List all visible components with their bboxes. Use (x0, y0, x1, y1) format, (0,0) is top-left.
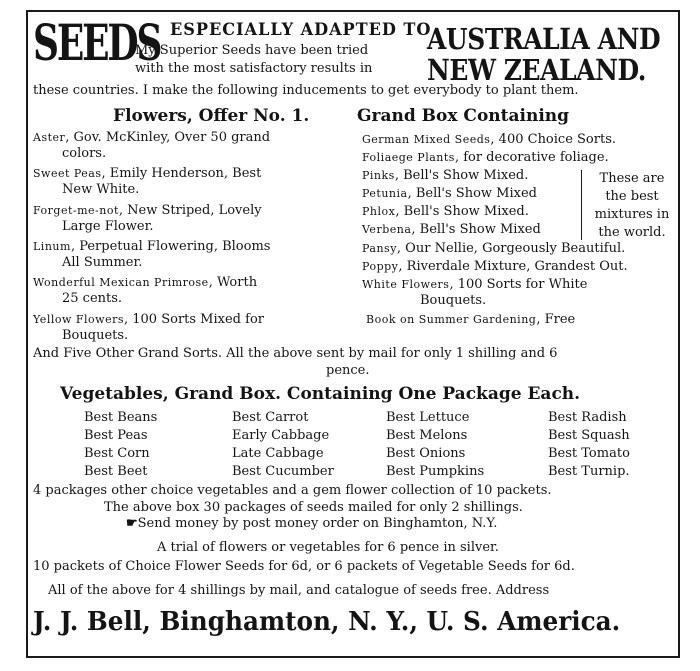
flower-item-cont: All Summer. (62, 255, 143, 270)
grand-item (362, 278, 587, 291)
grand-item (362, 133, 616, 146)
flower-name: Linum (33, 240, 71, 253)
veg-item: Best Peas (84, 428, 148, 443)
pointing-hand-icon: ☛ (126, 516, 138, 531)
grand-name: Foliaege Plants (362, 151, 455, 164)
flower-item-cont: 25 cents. (62, 291, 123, 306)
trial-line: A trial of flowers or vegetables for 6 pence in silver. (157, 540, 499, 555)
side-note-line: the best (605, 189, 659, 204)
grand-desc: , 400 Choice Sorts. (490, 132, 617, 147)
flower-item (33, 240, 270, 253)
flower-name: Yellow Flowers (33, 313, 124, 326)
side-note-line: mixtures in (594, 207, 670, 222)
flower-item-cont: Large Flower. (62, 219, 154, 234)
mail-offer-line-2: pence. (326, 363, 370, 378)
region-new-zealand: NEW ZEALAND. (427, 53, 647, 87)
veg-item: Early Cabbage (232, 428, 330, 443)
all-above-line: All of the above for 4 shillings by mail, and catalogue of seeds free. Address (48, 583, 550, 598)
flower-name: Aster (33, 131, 66, 144)
grand-desc: , for decorative foliage. (454, 150, 609, 165)
flower-name: Sweet Peas (33, 167, 102, 180)
grand-desc: , Bell's Show Mixed. (395, 204, 529, 219)
intro-line: these countries. I make the following inducements to get everybody to plant them. (33, 83, 579, 98)
side-note-line: the world. (598, 225, 666, 240)
region-australia: AUSTRALIA AND (427, 22, 661, 56)
side-note-divider (581, 170, 582, 240)
grand-name: Pinks (362, 169, 395, 182)
grand-desc: , Bell's Show Mixed (411, 222, 541, 237)
grand-name: White Flowers (362, 278, 450, 291)
grand-desc: , Free (536, 312, 576, 327)
grand-name: Pansy (362, 242, 397, 255)
grand-name: German Mixed Seeds (362, 133, 491, 146)
flower-item (33, 313, 264, 326)
flower-item (33, 276, 257, 289)
send-money-line (126, 517, 497, 530)
side-note-line: These are (599, 171, 665, 186)
box-line: The above box 30 packages of seeds mailed for only 2 shillings. (104, 500, 523, 515)
grand-desc: , Our Nellie, Gorgeously Beautiful. (396, 241, 626, 256)
flower-item (33, 131, 270, 144)
veg-item: Best Turnip. (548, 464, 630, 479)
grand-desc: , 100 Sorts for White (449, 277, 588, 292)
grand-name: Phlox (362, 205, 396, 218)
flower-desc: , Gov. McKinley, Over 50 grand (65, 130, 271, 145)
flower-desc: , New Striped, Lovely (118, 203, 262, 218)
seeds-title: SEEDS (33, 13, 161, 72)
vegetables-heading: Vegetables, Grand Box. Containing One Package Each. (60, 384, 581, 404)
veg-item: Best Beet (84, 464, 148, 479)
mail-offer-line: And Five Other Grand Sorts. All the above sent by mail for only 1 shilling and 6 (33, 346, 558, 361)
grand-item (366, 313, 575, 326)
veg-item: Best Lettuce (386, 410, 470, 425)
address-line: J. J. Bell, Binghamton, N. Y., U. S. America. (33, 607, 621, 637)
flower-item (33, 204, 262, 217)
header-line-2: My Superior Seeds have been tried (135, 43, 369, 58)
flower-item-cont: colors. (62, 146, 107, 161)
veg-item: Best Melons (386, 428, 468, 443)
header-line-3: with the most satisfactory results in (135, 61, 373, 76)
grand-box-heading: Grand Box Containing (357, 106, 570, 126)
grand-name: Poppy (362, 260, 399, 273)
veg-item: Best Tomato (548, 446, 630, 461)
flowers-heading: Flowers, Offer No. 1. (113, 106, 310, 126)
flower-desc: , Emily Henderson, Best (101, 166, 262, 181)
packages-line: 4 packages other choice vegetables and a gem flower collection of 10 packets. (33, 483, 552, 498)
veg-item: Best Squash (548, 428, 630, 443)
grand-name: Petunia (362, 187, 408, 200)
veg-item: Late Cabbage (232, 446, 324, 461)
veg-item: Best Beans (84, 410, 158, 425)
grand-item (362, 260, 628, 273)
grand-item (362, 187, 537, 200)
grand-item (362, 169, 528, 182)
flower-desc: , Worth (208, 275, 258, 290)
grand-item (362, 205, 529, 218)
adapted-heading: ESPECIALLY ADAPTED TO (170, 20, 432, 40)
send-money-text: Send money by post money order on Binghamton, N.Y. (137, 516, 498, 531)
grand-item (362, 223, 541, 236)
bottom-border-rule (26, 656, 680, 658)
veg-item: Best Cucumber (232, 464, 334, 479)
grand-item-cont: Bouquets. (420, 293, 487, 308)
grand-desc: , Bell's Show Mixed (407, 186, 537, 201)
flower-name: Forget-me-not (33, 204, 119, 217)
packets-line: 10 packets of Choice Flower Seeds for 6d, or 6 packets of Vegetable Seeds for 6d. (33, 559, 575, 574)
veg-item: Best Pumpkins (386, 464, 485, 479)
veg-item: Best Onions (386, 446, 466, 461)
flower-name: Wonderful Mexican Primrose (33, 276, 209, 289)
flower-item (33, 167, 261, 180)
grand-name: Verbena (362, 223, 412, 236)
flower-item-cont: Bouquets. (62, 328, 129, 343)
grand-item (362, 242, 625, 255)
grand-desc: , Riverdale Mixture, Grandest Out. (398, 259, 628, 274)
veg-item: Best Radish (548, 410, 627, 425)
veg-item: Best Carrot (232, 410, 309, 425)
grand-item (362, 151, 609, 164)
grand-desc: , Bell's Show Mixed. (394, 168, 529, 183)
flower-desc: , 100 Sorts Mixed for (124, 312, 264, 327)
flower-item-cont: New White. (62, 182, 140, 197)
grand-name: Book on Summer Gardening (366, 313, 537, 326)
flower-desc: , Perpetual Flowering, Blooms (70, 239, 271, 254)
veg-item: Best Corn (84, 446, 150, 461)
